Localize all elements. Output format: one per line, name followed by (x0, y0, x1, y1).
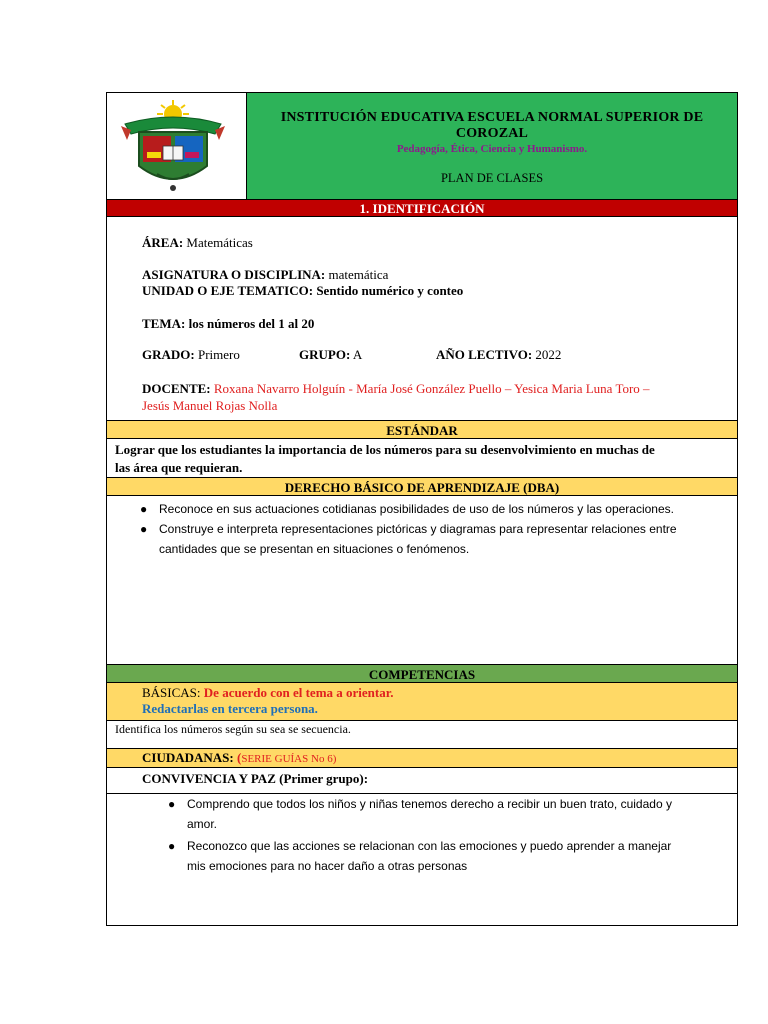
unidad-field: UNIDAD O EJE TEMATICO: Sentido numérico y conteo (142, 283, 464, 298)
bullet-dot-icon: ● (140, 502, 148, 516)
grado-label: GRADO: (142, 347, 195, 362)
grupo-field (299, 347, 362, 363)
bullet-dot-icon: ● (140, 522, 148, 536)
lesson-plan-document (106, 92, 738, 926)
convivencia-body (107, 794, 737, 924)
institution-motto: Pedagogía, Ética, Ciencia y Humanismo. (396, 143, 588, 155)
basicas-note: Redactarlas en tercera persona. (142, 701, 318, 716)
docente-value-continued: Jesús Manuel Rojas Nolla (142, 398, 278, 413)
tema-field: TEMA: los números del 1 al 20 (142, 316, 315, 331)
docente-value: Roxana Navarro Holguín - María José González Puello – Yesica Maria Luna Toro – (210, 381, 650, 396)
basicas-label: BÁSICAS: (142, 685, 201, 700)
anio-lectivo-field (436, 347, 561, 363)
convivencia-list (168, 794, 737, 876)
bullet-dot-icon: ● (168, 839, 176, 853)
convivencia-row (107, 768, 737, 794)
anio-lectivo-value: 2022 (532, 347, 562, 362)
ciudadanas-row (107, 748, 737, 768)
anio-lectivo-label: AÑO LECTIVO: (436, 347, 533, 362)
list-item: ● Reconoce en sus actuaciones cotidianas posibilidades de uso de los números y las operaciones. (159, 499, 737, 519)
identificacion-body (107, 218, 737, 421)
estandar-header: ESTÁNDAR (107, 420, 737, 439)
asignatura-field (142, 267, 388, 283)
competencias-header: COMPETENCIAS (107, 664, 737, 683)
dba-header: DERECHO BÁSICO DE APRENDIZAJE (DBA) (107, 477, 737, 496)
institution-name: INSTITUCIÓN EDUCATIVA ESCUELA NORMAL SUPERIOR DE COROZAL (280, 110, 704, 141)
basicas-field (142, 685, 394, 701)
list-item: ● Comprendo que todos los niños y niñas tenemos derecho a recibir un buen trato, cuidado y amor. (187, 794, 737, 834)
docente-field (142, 381, 650, 397)
asignatura-label: ASIGNATURA O DISCIPLINA: (142, 267, 326, 282)
estandar-line-1: Lograr que los estudiantes la importancia de los números para su desenvolvimiento en muchas de (115, 442, 655, 457)
basicas-value: De acuerdo con el tema a orientar. (200, 685, 394, 700)
area-label: ÁREA: (142, 235, 184, 250)
list-item: ● Reconozco que las acciones se relacionan con las emociones y puedo aprender a manejar mis emociones para no hacer daño a otras personas (187, 836, 737, 876)
dba-list (140, 499, 737, 559)
area-value: Matemáticas (183, 235, 253, 250)
basicas-text: Identifica los números según su sea se secuencia. (115, 722, 351, 736)
section-identificacion-header: 1. IDENTIFICACIÓN (107, 199, 737, 217)
asignatura-value: matemática (325, 267, 389, 282)
estandar-line-2: las área que requieran. (115, 460, 243, 475)
grado-field (142, 347, 240, 363)
list-item: ● Construye e interpreta representaciones pictóricas y diagramas para representar relaciones entre cantidades que se presentan en situaciones o fenómenos. (159, 519, 737, 559)
school-logo-cell (107, 93, 247, 199)
header-title-cell (247, 93, 737, 199)
grado-value: Primero (194, 347, 240, 362)
estandar-text (107, 439, 737, 479)
ciudadanas-field: CIUDADANAS: (SERIE GUÍAS No 6) (142, 750, 337, 765)
ciudadanas-label: CIUDADANAS: (142, 750, 234, 765)
bullet-dot-icon: ● (168, 797, 176, 811)
area-field (142, 235, 253, 251)
plan-title: PLAN DE CLASES (440, 171, 544, 185)
ciudadanas-value: SERIE GUÍAS No 6) (241, 753, 337, 765)
school-crest-logo (117, 96, 229, 196)
grupo-label: GRUPO: (299, 347, 351, 362)
basicas-row (107, 683, 737, 721)
convivencia-label: CONVIVENCIA Y PAZ (Primer grupo): (142, 771, 369, 786)
grupo-value: A (350, 347, 363, 362)
dba-body (107, 497, 737, 665)
docente-label: DOCENTE: (142, 381, 211, 396)
